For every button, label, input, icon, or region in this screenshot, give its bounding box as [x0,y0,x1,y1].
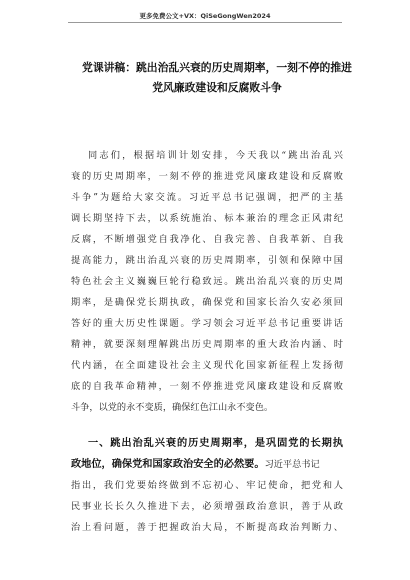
section-heading-tail: 政地位，确保党和国家政治安全的必然要。 [71,458,265,470]
section-body-line: 指出，我们党要始终做到不忘初心、牢记使命，把党和人 [71,480,343,491]
intro-line: 衰的历史周期率，一刻不停的推进党风廉政建设和反腐败 [71,171,343,182]
section-body-line: 民事业长长久久推进下去，必须增强政治意识，善于从政 [71,501,343,512]
intro-line: 调长期坚持下去，以系统施治、标本兼治的理念正风肃纪 [71,213,343,224]
intro-line: 反腐，不断增强党自我净化、自我完善、自我革新、自我 [71,234,343,245]
intro-line: 斗争，以党的永不变质，确保红色江山永不变色。 [71,402,274,413]
intro-line: 底的自我革命精神，一刻不停推进党风廉政建设和反腐败 [71,381,343,392]
intro-line: 期率，是确保党长期执政，确保党和国家长治久安必须回 [71,297,343,308]
intro-line: 代内涵，在全面建设社会主义现代化国家新征程上发扬彻 [71,360,343,371]
intro-line: 特色社会主义巍巍巨轮行稳致远。跳出治乱兴衰的历史周 [71,276,343,287]
section-body-start: 习近平总书记 [264,459,320,470]
header-divider [68,22,342,23]
intro-line: 精神，就要深刻理解跳出历史周期率的重大政治内涵、时 [71,339,343,350]
intro-line: 提高能力，跳出治乱兴衰的历史周期率，引领和保障中国 [71,255,343,266]
intro-line: 同志们，根据培训计划安排，今天我以“跳出治乱兴 [88,150,343,161]
intro-line: 斗争”为题给大家交流。习近平总书记强调，把严的主基 [71,192,343,203]
section-body-line: 治上看问题，善于把握政治大局，不断提高政治判断力、 [71,522,343,533]
section-heading: 一、跳出治乱兴衰的历史周期率，是巩固党的长期执 [88,437,343,449]
page-header: 更多免费公文+VX：QiSeGongWen2024 [139,12,271,20]
section-heading-continued [71,458,343,471]
title-line-1: 党课讲稿：跳出治乱兴衰的历史周期率，一刻不停的推进 [82,61,352,74]
document-title [72,58,362,98]
intro-line: 答好的重大历史性课题。学习领会习近平总书记重要讲话 [71,318,343,329]
title-line-2: 党风廉政建设和反腐败斗争 [152,81,282,94]
